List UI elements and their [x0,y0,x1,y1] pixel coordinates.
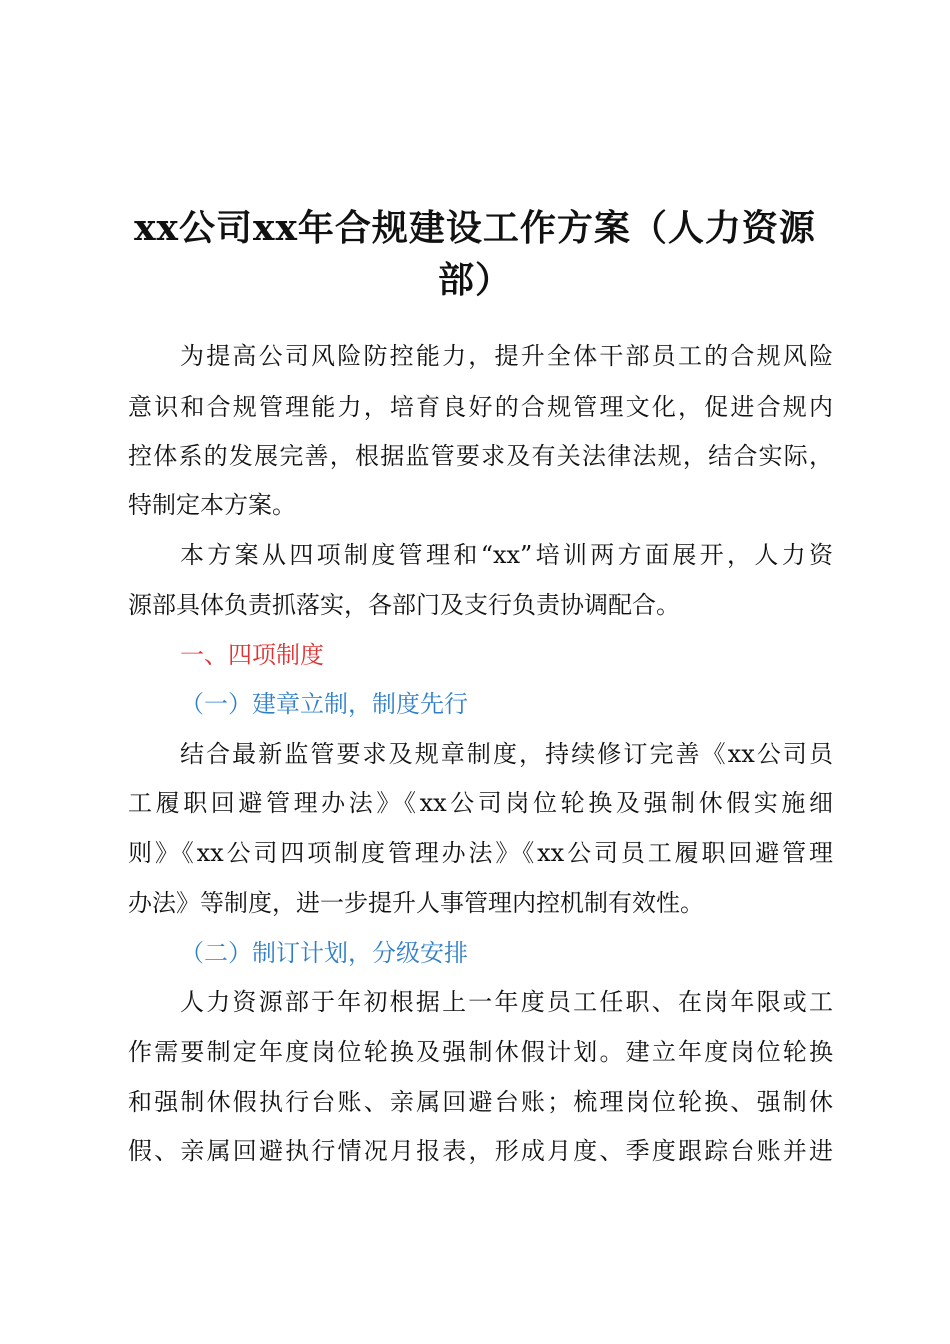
paragraph-2-line-2: 源部具体负责抓落实，各部门及支行负责协调配合。 [128,591,680,619]
paragraph-4-line-2: 作需要制定年度岗位轮换及强制休假计划。建立年度岗位轮换 [128,1038,833,1066]
document-title-line-2: 部） [437,259,512,301]
paragraph-1-line-1: 为提高公司风险防控能力，提升全体干部员工的合规风险 [180,342,833,370]
paragraph-3-line-4: 办法》等制度，进一步提升人事管理内控机制有效性。 [128,889,704,917]
paragraph-1-line-4: 特制定本方案。 [128,491,296,519]
paragraph-4-line-4: 假、亲属回避执行情况月报表，形成月度、季度跟踪台账并进 [128,1137,833,1165]
subsection-heading-2: （二）制订计划，分级安排 [180,939,468,967]
paragraph-1-line-2: 意识和合规管理能力，培育良好的合规管理文化，促进合规内 [128,393,833,421]
document-title-line-1: xx公司xx年合规建设工作方案（人力资源 [134,207,816,249]
subsection-heading-1: （一）建章立制，制度先行 [180,690,468,718]
paragraph-4-line-1: 人力资源部于年初根据上一年度员工任职、在岗年限或工 [180,988,833,1016]
section-heading-1: 一、四项制度 [180,641,324,669]
paragraph-2-line-1: 本方案从四项制度管理和“xx”培训两方面展开，人力资 [180,541,833,569]
paragraph-4-line-3: 和强制休假执行台账、亲属回避台账；梳理岗位轮换、强制休 [128,1088,833,1116]
paragraph-3-line-3: 则》《xx公司四项制度管理办法》《xx公司员工履职回避管理 [128,839,833,867]
paragraph-3-line-1: 结合最新监管要求及规章制度，持续修订完善《xx公司员 [180,740,833,768]
paragraph-3-line-2: 工履职回避管理办法》《xx公司岗位轮换及强制休假实施细 [128,789,833,817]
paragraph-1-line-3: 控体系的发展完善，根据监管要求及有关法律法规，结合实际， [128,442,833,470]
